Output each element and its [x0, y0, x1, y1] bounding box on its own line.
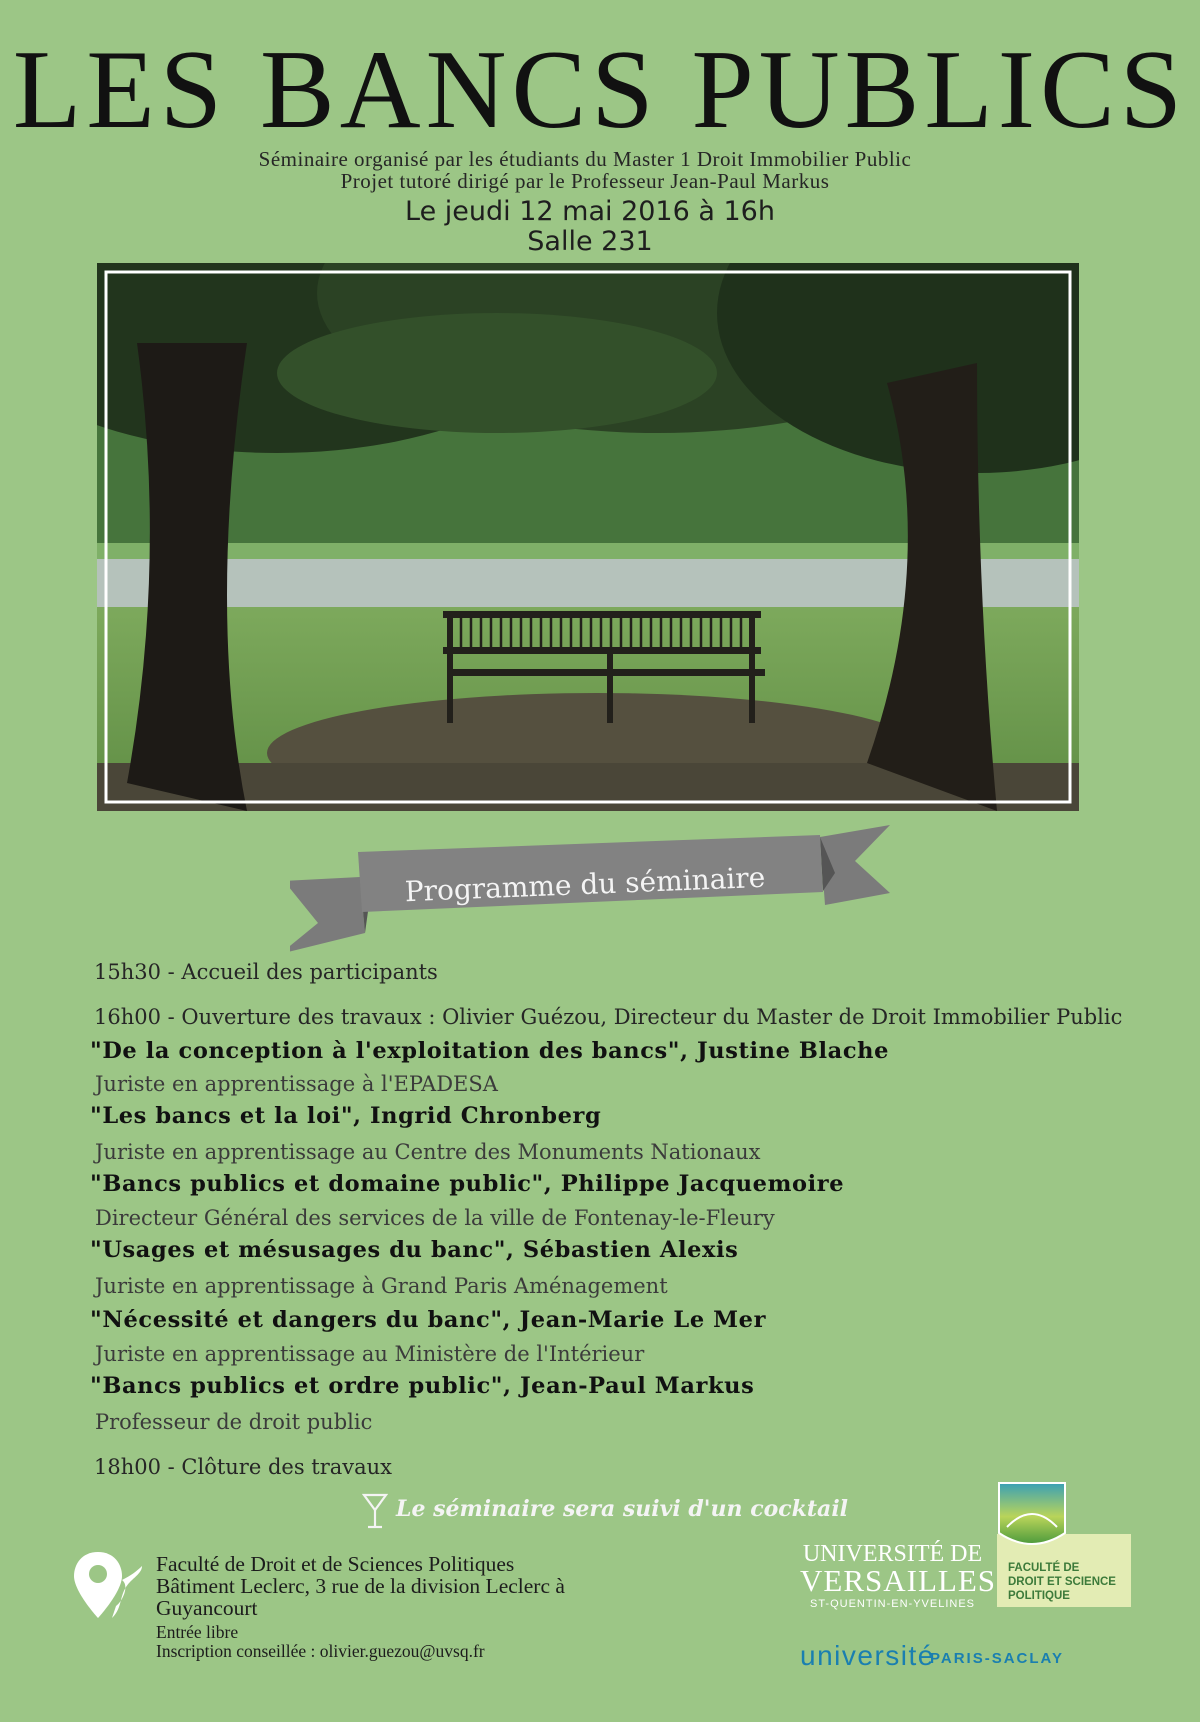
cocktail-notice: Le séminaire sera suivi d'un cocktail	[396, 1496, 849, 1522]
programme-closing: 18h00 - Clôture des travaux	[94, 1455, 393, 1479]
talk-speaker-role: Juriste en apprentissage au Centre des Monuments Nationaux	[95, 1140, 761, 1164]
faculty-logo-line2: DROIT ET SCIENCE	[1008, 1576, 1116, 1588]
talk-speaker-role: Juriste en apprentissage au Ministère de l'Intérieur	[95, 1342, 645, 1366]
faculty-logo-line1: FACULTÉ DE	[1008, 1562, 1080, 1574]
uvsq-logo-line1: UNIVERSITÉ DE	[802, 1541, 983, 1567]
talk-speaker-role: Directeur Général des services de la ville de Fontenay-le-Fleury	[95, 1206, 775, 1230]
location-pin-icon	[72, 1546, 144, 1622]
entry-info: Entrée libre	[156, 1622, 239, 1642]
venue-name: Faculté de Droit et de Sciences Politiques	[156, 1552, 515, 1576]
programme-opening: 16h00 - Ouverture des travaux : Olivier Guézou, Directeur du Master de Droit Immobilier Public	[94, 1005, 1123, 1029]
talk-title: "Usages et mésusages du banc", Sébastien Alexis	[90, 1237, 739, 1263]
venue-city: Guyancourt	[156, 1596, 258, 1620]
saclay-logo-main: université	[800, 1640, 935, 1671]
talk-speaker-role: Juriste en apprentissage à l'EPADESA	[95, 1072, 498, 1096]
uvsq-logo-line2: VERSAILLES	[800, 1563, 996, 1598]
uvsq-logo-line3: ST-QUENTIN-EN-YVELINES	[809, 1598, 976, 1610]
faculty-shield-icon	[997, 1481, 1067, 1553]
registration-info: Inscription conseillée : olivier.guezou@uvsq.fr	[156, 1641, 485, 1661]
talk-speaker-role: Juriste en apprentissage à Grand Paris Aménagement	[95, 1274, 668, 1298]
poster-title: LES BANCS PUBLICS	[12, 28, 1188, 152]
talk-title: "De la conception à l'exploitation des bancs", Justine Blache	[90, 1038, 890, 1064]
talk-speaker-role: Professeur de droit public	[95, 1410, 373, 1434]
talk-title: "Bancs publics et domaine public", Philippe Jacquemoire	[90, 1171, 845, 1197]
cocktail-glass-icon	[362, 1492, 388, 1532]
talk-title: "Bancs publics et ordre public", Jean-Paul Markus	[90, 1373, 755, 1399]
programme-welcome: 15h30 - Accueil des participants	[94, 960, 438, 984]
subtitle-tutor: Projet tutoré dirigé par le Professeur Jean-Paul Markus	[340, 169, 830, 193]
event-date: Le jeudi 12 mai 2016 à 16h	[405, 196, 775, 227]
talk-title: "Nécessité et dangers du banc", Jean-Marie Le Mer	[90, 1307, 767, 1333]
venue-street: Bâtiment Leclerc, 3 rue de la division Leclerc à	[156, 1574, 565, 1598]
talk-title: "Les bancs et la loi", Ingrid Chronberg	[90, 1103, 602, 1129]
programme-heading: Programme du séminaire	[404, 860, 766, 909]
subtitle-organizers: Séminaire organisé par les étudiants du Master 1 Droit Immobilier Public	[258, 147, 912, 171]
park-bench-photo	[97, 263, 1079, 811]
event-room: Salle 231	[527, 226, 653, 257]
faculty-logo-text	[1008, 1561, 1116, 1603]
saclay-logo-sub: PARIS-SACLAY	[930, 1650, 1065, 1667]
faculty-logo-line3: POLITIQUE	[1008, 1590, 1070, 1602]
